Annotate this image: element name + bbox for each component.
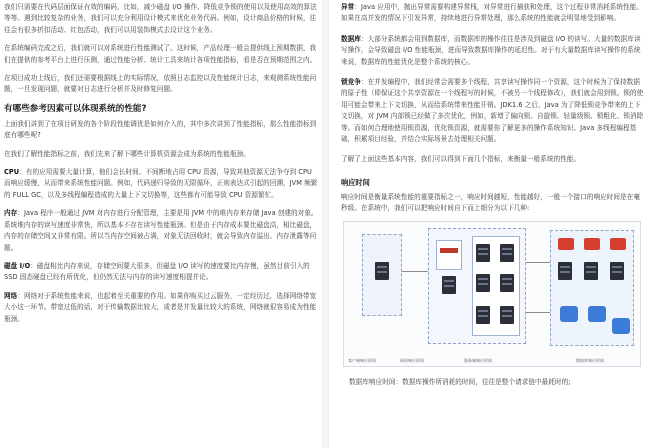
text-database: ：大部分系统都会用到数据库，而数据库的操作往往是涉及到磁盘 I/O 的读写。大量的数据库读写操作，会导致磁盘 I/O 性能瓶颈，进而导致数据库操作的延迟性。对于有大量数据库读写操作的系统来说，数据库的性能优化是整个系统的核心。 — [341, 34, 641, 66]
paragraph-response-time: 响应时间是衡量系统性能的重要指标之一，响应时间越短，性能越好，一般一个接口的响应时间是在毫秒级。在系统中，我们可以把响应时间自下而上细分为以下几种: — [341, 192, 640, 213]
term-lock: 锁竞争 — [341, 78, 361, 87]
db-server-icon-1 — [558, 262, 572, 280]
text-cpu: ：有的应用需要大量计算，他们会长时间、不间断地占用 CPU 资源，导致其他资源无法争夺到 CPU 而响应缓慢，从而带来系统性能问题。例如，代码递归导致的无限循环，正则表达式引起的回溯，JVM 频繁的 FULL GC，以及多线程编程造成的大量上下文切换等，这些都有可能导致 CPU 资源繁忙。 — [4, 168, 318, 199]
paragraph-db-response: 数据库响应时间：数据库操作所消耗的时间，往往是整个请求链中最耗时的; — [349, 377, 571, 386]
db-server-icon-2 — [584, 262, 598, 280]
paragraph-disk — [4, 261, 318, 284]
app-server-icon-2 — [500, 244, 514, 262]
app-server-icon-1 — [476, 244, 490, 262]
paragraph-testing: 在系统编码完成之后，我们就可以对系统进行性能测试了。这时候，产品经理一般会提供线上预期数据，我们在提供的参考平台上进行压测，通过性能分析、统计工具来统计各项性能指标，看是否在预期范围之内。 — [4, 44, 317, 64]
response-time-diagram — [343, 221, 641, 367]
paragraph-memory — [4, 208, 318, 254]
db-server-icon-3 — [610, 262, 624, 280]
caption-client: 客户端响应时间 — [348, 357, 376, 363]
subsection-heading: 响应时间 — [341, 177, 370, 187]
mysql-icon-1 — [560, 306, 578, 322]
section-heading: 有哪些参考因素可以体现系统的性能? — [4, 103, 147, 114]
term-database: 数据库 — [341, 34, 361, 43]
paragraph-coding: 我们只需要在代码层面保证有效的编码，比如，减少磁盘 I/O 操作、降低竞争锁的使用以及使用高效的算法等等。遇到比较复杂的业务，我们可以充分利用设计模式来优化业务代码。例如，设计商品价格的时候，往往会有很多折扣活动、红包活动，我们可以用装饰模式去设计这个业务。 — [4, 3, 317, 34]
cache-icon-1 — [558, 238, 574, 250]
db-link-line-1 — [526, 262, 550, 263]
paragraph-lock — [341, 77, 644, 145]
paragraph-summary: 了解了上面这些基本内容，我们可以得到下面几个指标，来衡量一般系统的性能。 — [341, 155, 581, 164]
right-page — [328, 0, 650, 448]
mysql-icon-3 — [612, 318, 630, 334]
term-disk: 磁盘 I/O — [4, 261, 31, 270]
paragraph-intro: 上面我们讲到了在项目研发的各个阶段性能调优是如何介入的，其中多次讲到了性能指标，那么性能指标到底有哪些呢? — [4, 119, 317, 140]
paragraph-network — [4, 291, 318, 325]
caption-service: 服务端响应时间 — [464, 357, 492, 363]
paragraph-resources: 在我们了解性能指标之前，我们先来了解下哪些计算机资源会成为系统的性能瓶颈。 — [4, 149, 250, 158]
text-memory: ：Java 程序一般通过 JVM 对内存进行分配管理，主要是用 JVM 中的堆内存来存储 Java 创建的对象。系统堆内存的读写速度非常快，所以基本不存在读写性能瓶颈。但是由于内存成本要比磁盘高，相比磁盘，内存的存储空间又非常有限。所以当内存空间被占满，对象无法回收时，就会导致内存溢出、内存泄露等问题。 — [4, 209, 318, 252]
text-lock: ：在并发编程中，我们经常会需要多个线程，共享读写操作同一个资源，这个时候为了保持数据的原子性（即保证这个共享资源在一个线程写的时候，不被另一个线程修改），我们就会用到锁。锁的使用可能会带来上下文切换，从而给系统带来性能开销。JDK1.6 之后，Java 为了降低锁竞争带来的上下文切换，对 JVM 内部锁已经做了多次优化，例如，新增了偏向锁、自旋锁、轻量级锁、锁粗化、锁消除等。而如何合理地使用锁资源，优化锁资源，就需要你了解更多的操作系统知识、Java 多线程编程基础，积累项目经验，并结合实际场景去处理相关问题。 — [341, 78, 644, 144]
db-link-line-2 — [526, 312, 550, 313]
cache-icon-3 — [610, 238, 626, 250]
left-page — [0, 0, 322, 448]
app-server-icon-5 — [476, 306, 490, 324]
text-exception: ：Java 应用中，抛出异常需要构建异常栈，对异常进行捕获和处理，这个过程非常消耗系统性能。如果在高并发的情况下引发异常，持续地进行异常处理，那么系统的性能就会明显地受到影响。 — [341, 3, 643, 23]
text-disk: ：磁盘相比内存来说，存储空间要大很多，但磁盘 I/O 读写的速度要比内存慢，虽然目前引入的 SSD 固态硬盘已经有所优化，但仍然无法与内存的读写速度相提并论。 — [4, 261, 310, 282]
app-server-icon-6 — [500, 306, 514, 324]
term-memory: 内存 — [4, 209, 18, 218]
gateway-box — [436, 240, 462, 270]
proxy-server-icon — [442, 276, 456, 294]
caption-network: 网络响应时间 — [400, 357, 424, 363]
paragraph-database — [341, 34, 644, 68]
term-exception: 异常 — [341, 3, 355, 11]
app-server-icon-3 — [476, 274, 490, 292]
paragraph-exception — [341, 2, 644, 25]
term-network: 网络 — [4, 291, 18, 300]
text-network: ：网络对于系统性能来说，也起着至关重要的作用。如果你购买过云服务，一定经历过，选择网络带宽大小这一环节。带宽过低的话，对于传输数据比较大，或者是并发量比较大的系统，网络就很容易成为性能瓶颈。 — [4, 291, 317, 323]
mysql-icon-2 — [588, 306, 606, 322]
nginx-icon — [440, 248, 458, 253]
paragraph-online: 在项目成功上线后，我们还需要根据线上的实际情况，依照日志监控以及性能统计日志，来观测系统性能问题，一旦发现问题，就要对日志进行分析并及时修复问题。 — [4, 74, 317, 94]
app-server-icon-4 — [500, 274, 514, 292]
client-link-line — [402, 271, 428, 272]
term-cpu: CPU — [4, 168, 20, 177]
client-server-icon — [375, 262, 389, 280]
cache-icon-2 — [584, 238, 600, 250]
paragraph-cpu — [4, 167, 318, 201]
caption-database: 数据库响应时间 — [576, 357, 604, 363]
